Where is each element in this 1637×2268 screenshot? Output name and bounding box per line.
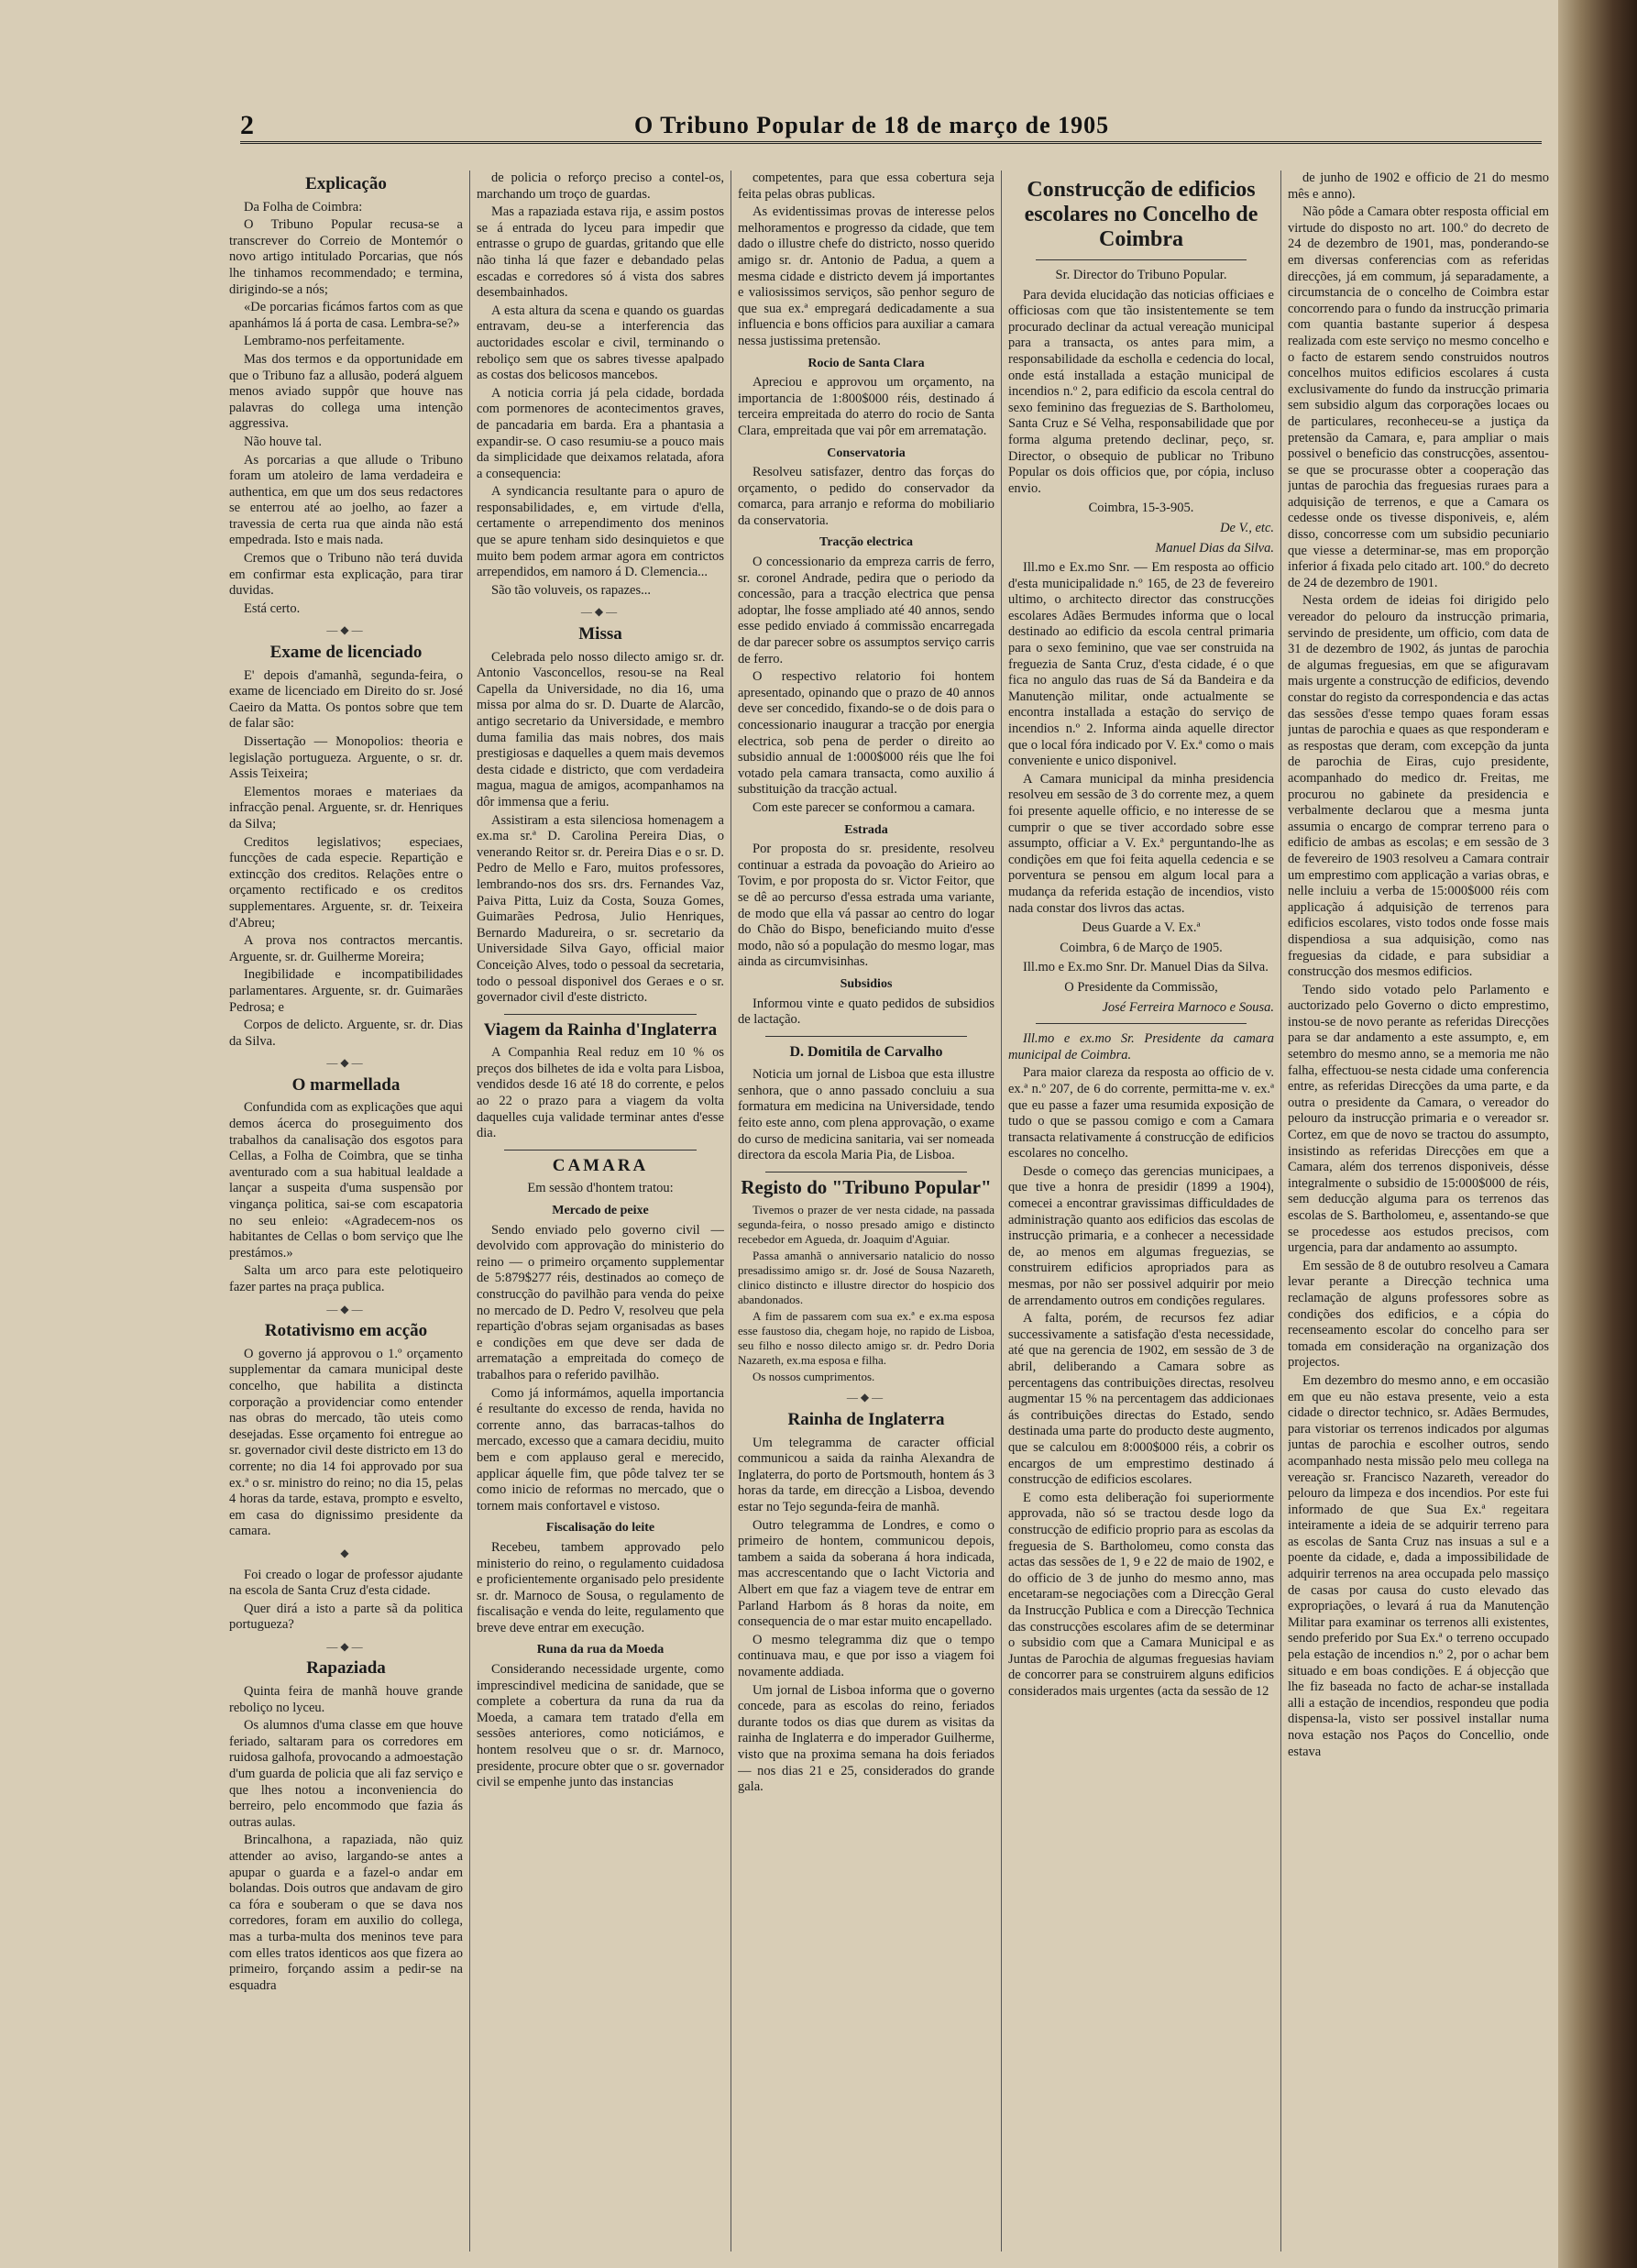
column-5 xyxy=(1288,171,1549,2251)
section-title: Fiscalisação do leite xyxy=(545,1521,655,1536)
date-line: Coimbra, 15-3-905. xyxy=(1088,501,1194,516)
article-title: D. Domitila de Carvalho xyxy=(789,1043,943,1060)
paragraph: As evidentissimas provas de interesse pelos melhoramentos e progresso da cidade, que tem dado o illustre chefe do districto, nosso querido amigo sr. dr. Antonio de Padua, a quem a mesma cidade e districto devem já importantes e valiosissimos serviços, são penhor seguro de que sua ex.ª empregará dedicadamente a sua influencia e bons officios para auxiliar a camara nessa justissima pretensão. xyxy=(738,204,994,348)
paragraph: Mas dos termos e da opportunidade em que o Tribuno faz a allusão, poderá alguem menos aviado suppôr que houve nas palavras do collega uma intenção aggressiva. xyxy=(229,351,463,432)
paragraph: Os alumnos d'uma classe em que houve feriado, saltaram para os corredores em ruidosa galhofa, provocando a admoestação d'um guarda de policia que ali faz serviço e que lhes notou a inconveniencia do berreiro, pelo encommodo que fazia ás outras aulas. xyxy=(229,1718,463,1830)
article-title: Rapaziada xyxy=(306,1658,386,1679)
ornament-divider: —◆— xyxy=(326,1639,366,1653)
paragraph: Como já informámos, aquella importancia é resultante do excesso de renda, havida no corrente anno, das barracas-talhos do mercado, excesso que a camara decidiu, muito bem e com applauso geral e merecido, applicar áquelle fim, que pôde talvez ter se como inicio de reformas no mercado, que o tornem mais confortavel e vistoso. xyxy=(477,1385,724,1514)
paragraph: São tão voluveis, os rapazes... xyxy=(491,582,651,598)
article-title: Viagem da Rainha d'Inglaterra xyxy=(483,1019,718,1040)
paragraph: O governo já approvou o 1.º orçamento supplementar da camara municipal deste concelho, que habilita a distincta corporação a providenciar como entender nas obras do mercado, tão uteis como desejadas. Esse orçamento foi entregue ao sr. governador civil deste districto em 13 do corrente; no dia 14 foi approvado por sua ex.ª o sr. ministro do reino; no dia 15, pelas 4 horas da tarde, estava, prompto e esvelto, em casa do dignissimo presidente da camara. xyxy=(229,1346,463,1539)
paragraph: Está certo. xyxy=(244,600,301,616)
paragraph: A Camara municipal da minha presidencia resolveu em sessão de 3 do corrente mez, a quem foi presente aquelle officio, e no interesse de se cumprir o que se tiver accordado sobre esse assumpto, officiar a V. Ex.ª perguntando-lhe as condições em que foi feita aquella cedencia e se porventura se pensou em algum local para a mudança da referida estação de incendios, visto nada constar dos livros das actas. xyxy=(1008,771,1274,916)
paragraph: A prova nos contractos mercantis. Arguente, sr. dr. Guilherme Moreira; xyxy=(229,933,463,964)
paragraph: Passa amanhã o anniversario natalicio do nosso presadissimo amigo sr. dr. José de Sousa Nazareth, clinico distincto e illustre director do hospicio dos abandonados. xyxy=(738,1249,994,1307)
divider xyxy=(765,1036,967,1037)
paragraph: A esta altura da scena e quando os guardas entravam, deu-se a interferencia das auctoridades escolar e civil, terminando o reboliço sem que os sabres tivesse apalpado as costas dos belicosos mancebos. xyxy=(477,303,724,383)
paragraph: Inegibilidade e incompatibilidades parlamentares. Arguente, sr. dr. Guimarães Pedrosa; e xyxy=(229,967,463,1015)
paragraph: Não houve tal. xyxy=(244,434,322,449)
paragraph: Por proposta do sr. presidente, resolveu continuar a estrada da povoação do Arieiro ao Tovim, e por proposta do sr. Victor Feitor, que se dê ao percurso d'essa estrada uma variante, de modo que ella vá passar ao centro do logar do Chão do Bispo, beneficiando muito d'esse modo, não só a população do mesmo logar, mas ainda as circumvisinhas. xyxy=(738,842,994,970)
column-rule xyxy=(469,171,470,2251)
paragraph: Celebrada pelo nosso dilecto amigo sr. dr. Antonio Vasconcellos, resou-se na Real Capella da Universidade, no dia 16, uma missa por alma do sr. D. Duarte de Alarcão, antigo secretario da Universidade, e membro duma familia das mais nobres, dos mais prestigiosas e daquelles a quem mais devemos desta cidade e districto, que com verdadeira magua, magua de amigos, acompanhamos na dôr immensa que a feriu. xyxy=(477,649,724,809)
paragraph: A syndicancia resultante para o apuro de responsabilidades, e, em virtude d'ella, certamente o arrependimento dos meninos que se apure tenham sido desinquietos e que muito bem podem armar agora em contrictos arrependidos, em namoro á D. Clemencia... xyxy=(477,484,724,580)
paragraph: Assistiram a esta silenciosa homenagem a ex.ma sr.ª D. Carolina Pereira Dias, o venerando Reitor sr. dr. Pereira Dias e o sr. D. Pedro de Mello e Faro, muitos professores, lembrando-nos dos srs. drs. Fernandes Vaz, Paiva Pitta, Luiz da Costa, Souza Gomes, Guimarães Pedrosa, Julio Henriques, Bernardo Madureira, o sr. secretario da Universidade Silva Gayo, official maior Conceição Alves, todo o pessoal da secretaria, todo o pessoal disponivel dos Geraes e o sr. governador civil d'este districto. xyxy=(477,812,724,1006)
article-title: Rotativismo em acção xyxy=(264,1321,428,1341)
paragraph: O mesmo telegramma diz que o tempo continuava mau, e que por isso a viagem foi novamente addiada. xyxy=(738,1632,994,1679)
divider xyxy=(1036,1023,1247,1024)
paragraph: Quinta feira de manhã houve grande reboliço no lyceu. xyxy=(229,1684,463,1715)
section-title: Conservatoria xyxy=(827,446,906,460)
signature-line: De V., etc. xyxy=(1220,520,1274,535)
article-title: CAMARA xyxy=(552,1155,649,1175)
paragraph: Quer dirá a isto a parte sã da politica portugueza? xyxy=(229,1601,463,1633)
article-title: Missa xyxy=(578,624,622,644)
paragraph: A falta, porém, de recursos fez adiar successivamente a satisfação d'esta necessidade, até que na gerencia de 1902, em sessão de 3 de abril, deliberando a Camara sobre as percentagens das contribuições directas, resolveu augmentar 15 % na percentagem das addicionaes ás contribuições directas do Estado, sendo destinada uma parte do producto deste augmento, que se calculou em 8:000$000 réis, a cobrir os encargos de um emprestimo destinado á construcção de edificios escolares. xyxy=(1008,1311,1274,1488)
ornament-divider: —◆— xyxy=(326,1056,366,1070)
date-line: Coimbra, 6 de Março de 1905. xyxy=(1060,940,1223,955)
subtitle: Em sessão d'hontem tratou: xyxy=(527,1181,674,1196)
divider xyxy=(504,1014,697,1015)
paragraph: Elementos moraes e materiaes da infracção penal. Arguente, sr. dr. Henriques da Silva; xyxy=(229,784,463,831)
paragraph: de policia o reforço preciso a contel-os, marchando um troço de guardas. xyxy=(477,171,724,202)
paragraph: Para devida elucidação das noticias officiaes e officiosas com que tão insistentemente se tem procurado declinar da actual vereação municipal para a transacta, os antes para mim, a responsabilidade da escholla e cedencia do local, onde está installada a estação municipal de incendios n.º 2, para edificio da escola central do sexo feminino das freguezias de S. Bartholomeu, Santa Cruz e Sé Velha, responsabilidade que por forma alguma pretendo declinar, peço, sr. Director, o obsequio de publicar no Tribuno Popular os dois officios que, por cópia, incluso envio. xyxy=(1008,287,1274,496)
paragraph: Brincalhona, a rapaziada, não quiz attender ao aviso, largando-se antes a apupar o guarda e a fazel-o andar em bolandas. Dois outros que andavam de giro ca fóra e souberam o que se dava nos corredores, foram em auxilio do collega, mas a turba-multa dos meninos teve para com elles tratos identicos aos que fizera ao primeiro, forçando assim a pedir-se na esquadra xyxy=(229,1833,463,1993)
signature-line: Manuel Dias da Silva. xyxy=(1155,540,1274,556)
paragraph: Lembramo-nos perfeitamente. xyxy=(244,334,405,349)
paragraph: Resolveu satisfazer, dentro das forças do orçamento, o pedido do conservador da comarca, para arranjo e reforma do mobiliario da conservatoria. xyxy=(738,465,994,528)
paragraph: Confundida com as explicações que aqui demos ácerca do proseguimento dos trabalhos da canalisação dos esgotos para Cellas, a Folha de Coimbra, que se tinha aventurado com a sua habitual lealdade a lançar a suspeita d'uma suspensão por vingança politica, sai-se com escapatoria no seu enleio: «Agradecem-nos os habitantes de Cellas o bom serviço que lhe prestámos.» xyxy=(229,1100,463,1261)
article-title: Rainha de Inglaterra xyxy=(787,1410,945,1430)
ornament-divider: —◆— xyxy=(326,623,366,637)
greeting-line: Deus Guarde a V. Ex.ª xyxy=(1082,920,1201,936)
section-title: Tracção electrica xyxy=(819,535,913,550)
ornament-divider: —◆— xyxy=(846,1391,886,1404)
divider xyxy=(765,1172,967,1173)
paragraph: Tivemos o prazer de ver nesta cidade, na passada segunda-feira, o nosso presado amigo e distincto recebedor em Agueda, dr. Joaquim d'Aguiar. xyxy=(738,1203,994,1247)
section-title: Mercado de peixe xyxy=(552,1204,649,1218)
paragraph: Não pôde a Camara obter resposta official em virtude do disposto no art. 100.º do decreto de 24 de dezembro de 1901, mas, ponderando-se em diversas conferencias com as referidas direcções, já em commum, já separadamente, a circumstancia de o concelho de Coimbra estar concorrendo para o fundo da instrucção primaria com quantia bastante superior á despesa realizada com este serviço no mesmo concelho e o facto de estarem sendo construidos noutros concelhos muitos edificios escolares á custa exclusivamente do fundo da instrucção primaria sem subsidio algum das corporações locaes ou de particulares, reconheceu-se a justiça da pretensão da Camara, e, para ampliar o mais possivel o beneficio das construcções, assentou-se que se procurasse obter a cooperação das juntas de parochia das freguesias ruraes para a adquisição de terrenos, e que a Camara os cedesse onde os tivesse disponiveis, e, além disso, concorresse com um subsidio pecuniario que viesse a determinar-se, mas em proporção inferior á fixada pelo citado art. 100.º do decreto de 24 de dezembro de 1901. xyxy=(1288,204,1549,590)
paragraph: Outro telegramma de Londres, e como o primeiro de hontem, communicou depois, tambem a saida da soberana á hora indicada, mas accrescentando que o Iacht Victoria and Albert em que faz a viagem teve de entrar em Parland Harbom ás 8 horas da noite, em consequencia de o mar estar muito encapellado. xyxy=(738,1517,994,1630)
paragraph: Desde o começo das gerencias municipaes, a que tive a honra de presidir (1899 a 1904), comecei a encontrar gravissimas difficuldades de administração quanto aos edificios das escolas de instrucção primaria, e a conhecer a necessidade de, ao menos em algumas freguezias, se construirem edificios apropriados para as mesmas, por não ser possivel adquirir por meio de arrendamento outros em condições regulares. xyxy=(1008,1163,1274,1308)
paragraph: Os nossos cumprimentos. xyxy=(753,1370,875,1384)
column-4 xyxy=(1008,171,1274,2251)
paragraph: Salta um arco para este pelotiqueiro fazer partes na praça publica. xyxy=(229,1263,463,1294)
paragraph: Apreciou e approvou um orçamento, na importancia de 1:800$000 réis, destinado á terceira empreitada do aterro do rocio de Santa Clara, empreitada que vai pôr em arrematação. xyxy=(738,375,994,438)
paragraph: Nesta ordem de ideias foi dirigido pelo vereador do pelouro da instrucção primaria, servindo de presidente, um officio, com data de 31 de dezembro de 1902, ás juntas de parochia de algumas freguesias, em que se afiguravam mais urgente a construcção de edificios, devendo constar do registo da correspondencia e das actas das sessões d'esse tempo quaes foram essas juntas de parochia e quaes as que responderam e as respostas que deram, com excepção da junta de parochia de Eiras, cujo presidente, acompanhado do medico dr. Freitas, me procurou no gabinete da presidencia e verbalmente declarou que a mesma junta assumia o encargo de comprar terreno para o edificio de ambas as escolas; e em sessão de 3 de fevereiro de 1903 resolveu a Camara contrair um emprestimo com applicação a varias obras, e nelle incluiu a verba de 15:000$000 réis com applicação á adquisição de terrenos para edificios escolares, visto todos onde fosse mais dispendiosa a sua adquisição, como nas freguesias da cidade, e para subsidiar a construcção dos mesmos edificios. xyxy=(1288,593,1549,980)
paragraph: Considerando necessidade urgente, como imprescindivel medicina de sanidade, que se complete a cobertura da runa da rua da Moeda, a camara tem tratado d'ella em sessões anteriores, como noticiámos, e hontem resolveu que o sr. dr. Marnoco, presidente, procure obter que o sr. governador civil se empenhe junto das instancias xyxy=(477,1662,724,1790)
divider xyxy=(1036,259,1247,260)
column-2 xyxy=(477,171,724,2251)
section-title: Runa da rua da Moeda xyxy=(536,1643,665,1657)
paragraph: Ill.mo e Ex.mo Snr. Dr. Manuel Dias da Silva. xyxy=(1023,960,1269,975)
paragraph: Noticia um jornal de Lisboa que esta illustre senhora, que o anno passado concluiu a sua formatura em medicina na Universidade, tendo feito este anno, com plena approvação, o exame do curso de medicina sanitaria, vai ser nomeada directora da escola Maria Pia, de Lisboa. xyxy=(738,1067,994,1163)
section-title: Estrada xyxy=(844,822,888,837)
paragraph: A fim de passarem com sua ex.ª e ex.ma esposa esse faustoso dia, chegam hoje, no rapido de Lisboa, seu filho e nosso dilecto amigo sr. dr. Pedro Doria Nazareth, ex.ma esposa e filha. xyxy=(738,1309,994,1368)
paragraph: Da Folha de Coimbra: xyxy=(244,199,363,215)
paragraph: E' depois d'amanhã, segunda-feira, o exame de licenciado em Direito do sr. José Caeiro da Matta. Os pontos sobre que tem de falar são: xyxy=(229,667,463,732)
article-title: Exame de licenciado xyxy=(269,643,423,663)
paragraph: Dissertação — Monopolios: theoria e legislação portugueza. Arguente, o sr. dr. Assis Teixeira; xyxy=(229,734,463,782)
paragraph: Em sessão de 8 de outubro resolveu a Camara levar perante a Direcção technica uma reclamação de alguns professores sobre as condições dos edificios, e a cópia do recenseamento escolar do concelho para ser tomada em consideração na organização dos projectos. xyxy=(1288,1258,1549,1371)
paragraph: Recebeu, tambem approvado pelo ministerio do reino, o regulamento cuidadosa e proficientemente organisado pelo presidente sr. dr. Marnoco de Sousa, o regulamento de fiscalisação e venda do leite, regulamento que breve deve entrar em execução. xyxy=(477,1539,724,1635)
paragraph: Sendo enviado pelo governo civil — devolvido com approvação do ministerio do reino — o primeiro orçamento supplementar de 5:879$277 réis, destinados ao começo de construcção do pavilhão para venda do peixe no mercado de D. Pedro V, resolveu que pela repartição d'obras sejam organisadas as bases e condições em que deve ser dada de arrematação a empreitada do começo de trabalhos para o referido pavilhão. xyxy=(477,1222,724,1382)
adjacent-page-edge xyxy=(1558,0,1637,2268)
paragraph: Em dezembro do mesmo anno, e em occasião em que eu não estava presente, veio a esta cidade o director technico, sr. Adães Bermudes, para vistoriar os terrenos indicados por algumas juntas de parochia e escolher outros, sendo acompanhado nesta missão pelo meu collega na vereação sr. Francisco Nazareth, vereador do pelouro da limpeza e dos incendios. Por este fui informado de que Sua Ex.ª regeitara inteiramente a ideia de se adquirir terreno para as escolas de Santa Cruz nas insuas a sul e a poente da cidade, e, dada a impossibilidade de adquirir terrenos na area occupada pelo massiço de casas por causa do custo elevado das expropriações, o levará á rua da Manutenção Militar para examinar os terrenos alli existentes, sendo preferido por Sua Ex.ª o terreno occupado pela estação de incendios n.º 2, por o achar bem situado e em boas condições. E á objecção que lhe fiz baseada no facto de achar-se installada alli a estação de incendios, respondeu que podia dispensa-la, visto ser possivel installar numa nova estação nos Paços do Concellio, onde estava xyxy=(1288,1372,1549,1759)
paragraph: O concessionario da empreza carris de ferro, sr. coronel Andrade, pedira que o periodo da concessão, para a tracção electrica que pensa adoptar, lhe fosse ampliado até 40 annos, sendo esse pedido enviado á commissão encarregada de dar parecer sobre os assumptos serviço carris de ferro. xyxy=(738,555,994,666)
ornament-divider: ◆ xyxy=(340,1546,352,1559)
page-number: 2 xyxy=(240,110,254,140)
ornament-divider: —◆— xyxy=(326,1302,366,1316)
column-1 xyxy=(229,171,463,2251)
salutation: Sr. Director do Tribuno Popular. xyxy=(1055,268,1227,282)
column-rule xyxy=(1280,171,1281,2251)
column-rule xyxy=(1001,171,1002,2251)
paragraph: As porcarias a que allude o Tribuno foram um atoleiro de lama verdadeira e authentica, em que um dos seus redactores se enterrou até ao joelho, ao fazer a travessia de certa rua que ainda não está empedrada. Isto e mais nada. xyxy=(229,452,463,548)
paragraph: Cremos que o Tribuno não terá duvida em confirmar esta explicação, para tirar duvidas. xyxy=(229,551,463,599)
divider xyxy=(504,1150,697,1151)
signature-line: O Presidente da Commissão, xyxy=(1064,979,1218,995)
paragraph: Um telegramma de caracter official communicou a saida da rainha Alexandra de Inglaterra, do porto de Portsmouth, hontem ás 3 horas da tarde, em direcção a Lisboa, devendo estar no Tejo segunda-feira de manhã. xyxy=(738,1435,994,1514)
paragraph: Foi creado o logar de professor ajudante na escola de Santa Cruz d'esta cidade. xyxy=(229,1567,463,1599)
paragraph: A Companhia Real reduz em 10 % os preços dos bilhetes de ida e volta para Lisboa, vendidos desde 16 até 18 do corrente, e pelos ao 22 o prazo para a viagem da volta daquelles cuja validade terminar antes d'esse dia. xyxy=(477,1045,724,1141)
paragraph: Informou vinte e quato pedidos de subsidios de lactação. xyxy=(738,996,994,1028)
paragraph: Um jornal de Lisboa informa que o governo concede, para as escolas do reino, feriados durante todos os dias que durem as visitas da rainha de Inglaterra e do imperador Guilherme, visto que na proxima semana ha dois feriados — nos dias 21 e 25, considerados do grande gala. xyxy=(738,1682,994,1795)
paragraph: O respectivo relatorio foi hontem apresentado, opinando que o prazo de 40 annos deve ser concedido, fixando-se o de dois para o concessionario inaugurar a tracção por energia electrica, sob pena de perder o direito ao subsidio annual de 1:000$000 réis que lhe foi votado pela camara transacta, como auxilio á substituição da tracção actual. xyxy=(738,669,994,798)
section-title: Rocio de Santa Clara xyxy=(808,356,925,370)
paragraph: Tendo sido votado pelo Parlamento e auctorizado pelo Governo o dicto emprestimo, instou-se de novo perante as referidas Direcções para se dar andamento a este assumpto, e, em setembro do mesmo anno, se a memoria me não falha, effectuou-se nesta cidade uma conferencia entre, as referidas Direcções da uma parte, e da outra o presidente da Camara, o vereador do pelouro da instrucção primaria e o vereador sr. Cortez, em que de novo se tractou do assumpto, insistindo as referidas Direcções em que a Camara, além dos terrenos disponiveis, désse integralmente o subsidio de 15:000$000 de réis, sem deducção alguma para os terrenos das escolas de S. Bartholomeu, e, assentando-se que se procedesse aos estudos precisos, com urgencia, para dar andamento ao assumpto. xyxy=(1288,982,1549,1256)
article-title: O marmellada xyxy=(291,1074,401,1095)
paragraph: O Tribuno Popular recusa-se a transcrever do Correio de Montemór o novo artigo intitulado Porcarias, que nós lhe tinhamos recommendado; e termina, dirigindo-se a nós; xyxy=(229,217,463,297)
ornament-divider: —◆— xyxy=(580,605,621,619)
paragraph: de junho de 1902 e officio de 21 do mesmo mês e anno). xyxy=(1288,171,1549,202)
paragraph: Ill.mo e Ex.mo Snr. — Em resposta ao officio d'esta municipalidade n.º 165, de 23 de fevereiro ultimo, o architecto director das construcções escolares Adães Bermudes informa que o local destinado ao edificio da escola central primaria para o sexo feminino, que vae ser construida na freguezia de Santa Cruz, d'esta cidade, é o que fica no angulo das ruas de Sá da Bandeira e da Manutenção militar, onde actualmente se encontra installada a estação do serviço de incendios n.º 2. Informa ainda aquelle director que o local fóra indicado por V. Ex.ª como o mais conveniente e unico disponivel. xyxy=(1008,560,1274,769)
paragraph: Para maior clareza da resposta ao officio de v. ex.ª n.º 207, de 6 do corrente, permitta-me v. ex.ª que eu passe a fazer uma resumida exposição de tudo o que se passou comigo e com a Camara transacta relativamente á construcção de edificios escolares no concelho. xyxy=(1008,1065,1274,1162)
paragraph: Ill.mo e ex.mo Sr. Presidente da camara municipal de Coimbra. xyxy=(1008,1031,1274,1062)
page-header xyxy=(240,108,1542,144)
paragraph: competentes, para que essa cobertura seja feita pelas obras publicas. xyxy=(738,171,994,202)
paragraph: Mas a rapaziada estava rija, e assim postos se á entrada do lyceu para impedir que entrasse o grupo de guardas, gritando que elle não tinha lá que fazer e debandado pelas escadas e corredores só á vista dos sabres desembainhados. xyxy=(477,204,724,301)
article-title: Construcção de edificios escolares no Concelho de Coimbra xyxy=(1024,178,1258,251)
paragraph: Com este parecer se conformou a camara. xyxy=(753,799,975,815)
paragraph: A noticia corria já pela cidade, bordada com pormenores de acontecimentos graves, de pancadaria em barda. Era a phantasia a expandir-se. O caso resumiu-se a pouco mais da simplicidade que deixamos relatada, afora a consequencia: xyxy=(477,385,724,481)
paragraph: Creditos legislativos; especiaes, funcções de cada especie. Repartição e extincção dos creditos. Relações entre o orçamento rectificado e os creditos supplementares. Arguente, sr. dr. Teixeira d'Abreu; xyxy=(229,834,463,930)
article-title: Registo do "Tribuno Popular" xyxy=(741,1175,992,1198)
paragraph: E como esta deliberação foi superiormente approvada, não só se tractou desde logo da construcção de edificio proprio para as escolas da freguesia de S. Bartholomeu, como consta das actas das sessões de 1, 9 e 22 de maio de 1902, e do officio de 3 de junho do mesmo anno, mas encetaram-se negociações com a Direcção Geral da Instrucção Publica e com a Direcção Technica das construcções escolares afim de se determinar o subsidio com que a Camara Municipal e as Juntas de Parochia de algumas freguesias haviam de concorrer para se construirem alguns edificios considerados mais urgentes (acta da sessão de 12 xyxy=(1008,1490,1274,1699)
paragraph: «De porcarias ficámos fartos com as que apanhámos lá á porta de casa. Lembra-se?» xyxy=(229,300,463,331)
article-title: Explicação xyxy=(305,174,387,193)
section-title: Subsidios xyxy=(840,976,893,991)
paragraph: Corpos de delicto. Arguente, sr. dr. Dias da Silva. xyxy=(229,1018,463,1049)
signature-line: José Ferreira Marnoco e Sousa. xyxy=(1102,999,1274,1015)
column-3 xyxy=(738,171,994,2251)
masthead: O Tribuno Popular de 18 de março de 1905 xyxy=(634,112,1110,138)
